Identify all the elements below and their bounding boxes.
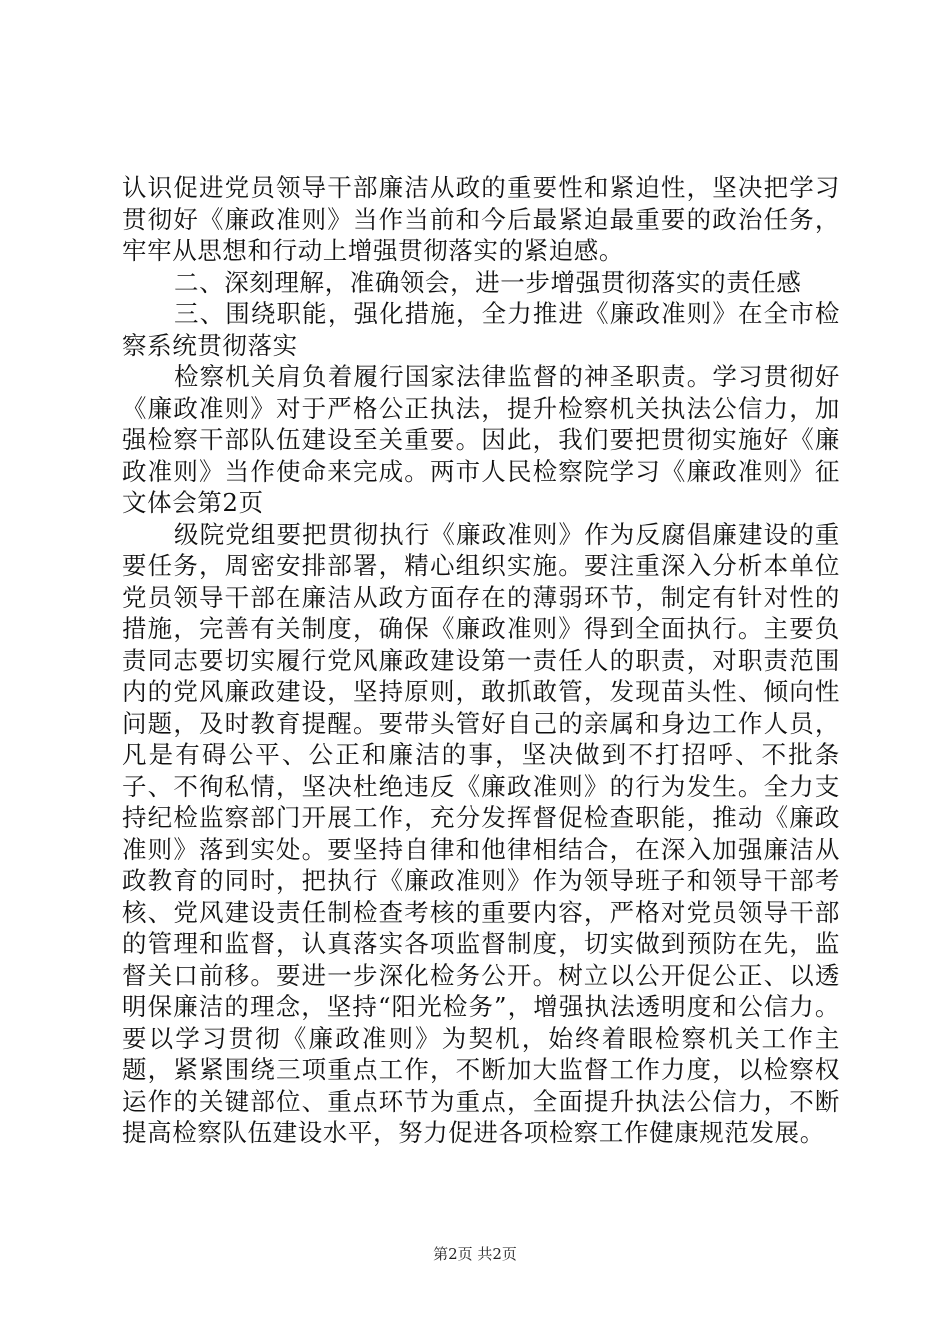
- document-body: [122, 172, 840, 1149]
- paragraph-1: 认识促进党员领导干部廉洁从政的重要性和紧迫性，坚决把学习贯彻好《廉政准则》当作当前和今后最紧迫最重要的政治任务，牢牢从思想和行动上增强贯彻落实的紧迫感。: [122, 173, 840, 265]
- paragraph-4: 检察机关肩负着履行国家法律监督的神圣职责。学习贯彻好《廉政准则》对于严格公正执法，提升检察机关执法公信力，加强检察干部队伍建设至关重要。因此，我们要把贯彻实施好《廉政准则》当作使命来完成。两市人民检察院学习《廉政准则》征文体会第2页: [122, 362, 840, 517]
- section-heading-2: 二、深刻理解，准确领会，进一步增强贯彻落实的责任感: [174, 267, 802, 297]
- paragraph-5: 级院党组要把贯彻执行《廉政准则》作为反腐倡廉建设的重要任务，周密安排部署，精心组织实施。要注重深入分析本单位党员领导干部在廉洁从政方面存在的薄弱环节，制定有针对性的措施，完善有关制度，确保《廉政准则》得到全面执行。主要负责同志要切实履行党风廉政建设第一责任人的职责，对职责范围内的党风廉政建设，坚持原则，敢抓敢管，发现苗头性、倾向性问题，及时教育提醒。要带头管好自己的亲属和身边工作人员，凡是有碍公平、公正和廉洁的事，坚决做到不打招呼、不批条子、不徇私情，坚决杜绝违反《廉政准则》的行为发生。全力支持纪检监察部门开展工作，充分发挥督促检查职能，推动《廉政准则》落到实处。要坚持自律和他律相结合，在深入加强廉洁从政教育的同时，把执行《廉政准则》作为领导班子和领导干部考核、党风建设责任制检查考核的重要内容，严格对党员领导干部的管理和监督，认真落实各项监督制度，切实做到预防在先，监督关口前移。要进一步深化检务公开。树立以公开促公正、以透明保廉洁的理念，坚持“阳光检务”，增强执法透明度和公信力。要以学习贯彻《廉政准则》为契机，始终着眼检察机关工作主题，紧紧围绕三项重点工作，不断加大监督工作力度，以检察权运作的关键部位、重点环节为重点，全面提升执法公信力，不断提高检察队伍建设水平，努力促进各项检察工作健康规范发展。: [122, 519, 840, 1147]
- page-footer: 第2页 共2页: [433, 1245, 517, 1263]
- section-heading-3: 三、围绕职能，强化措施，全力推进《廉政准则》在全市检察系统贯彻落实: [122, 299, 840, 360]
